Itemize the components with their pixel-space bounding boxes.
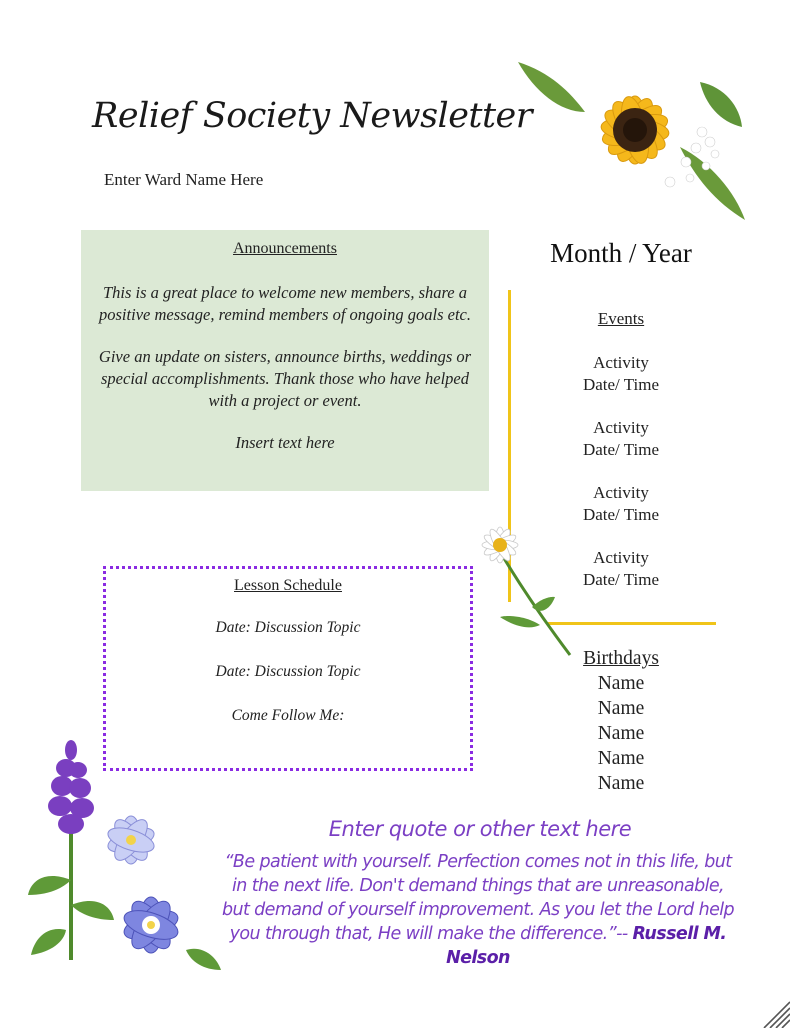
daisy-illustration (460, 515, 580, 660)
event-item (521, 352, 721, 396)
quote-author: Russell M. Nelson (446, 924, 727, 968)
announcements-paragraph-2: Give an update on sisters, announce births, weddings or special accomplishments. Thank those who have helped with a project or event. (98, 347, 472, 410)
event-datetime: Date/ Time (582, 375, 660, 394)
month-year: Month / Year (550, 238, 692, 268)
announcements-heading: Announcements (233, 240, 337, 257)
event-activity: Activity (593, 418, 649, 437)
event-item (521, 417, 721, 461)
event-activity: Activity (593, 353, 649, 372)
quote-body: “Be patient with yourself. Perfection comes not in this life, but in the next life. Don't demand things that are unreasonable, but demand of yourself improvement. As you let the Lord help you through that, He will make the difference.”-- (221, 852, 735, 944)
quote-heading: Enter quote or other text here (328, 817, 632, 841)
birthday-name: Name (597, 698, 645, 719)
birthday-name: Name (597, 673, 645, 694)
event-activity: Activity (593, 483, 649, 502)
lesson-row: Date: Discussion Topic (215, 663, 361, 680)
lesson-row: Date: Discussion Topic (215, 619, 361, 636)
event-datetime: Date/ Time (582, 505, 660, 524)
event-datetime: Date/ Time (582, 570, 660, 589)
events-heading: Events (597, 309, 645, 328)
quote-text (218, 850, 738, 970)
event-datetime: Date/ Time (582, 440, 660, 459)
birthdays-section (561, 646, 681, 796)
birthday-name: Name (597, 773, 645, 794)
announcements-box (81, 230, 489, 491)
newsletter-title: Relief Society Newsletter (92, 96, 533, 136)
lesson-heading: Lesson Schedule (234, 577, 342, 594)
lesson-row: Come Follow Me: (231, 707, 345, 724)
announcements-paragraph-1: This is a great place to welcome new members, share a positive message, remind members of ongoing goals etc. (99, 283, 471, 324)
announcements-paragraph-3: Insert text here (235, 433, 335, 452)
ward-name: Enter Ward Name Here (104, 170, 264, 189)
birthday-name: Name (597, 723, 645, 744)
corner-stripes-icon (760, 998, 790, 1028)
event-activity: Activity (593, 548, 649, 567)
sunflower-illustration (510, 52, 750, 227)
birthday-name: Name (597, 748, 645, 769)
purple-flowers-illustration (26, 730, 226, 980)
birthdays-heading: Birthdays (583, 648, 659, 669)
